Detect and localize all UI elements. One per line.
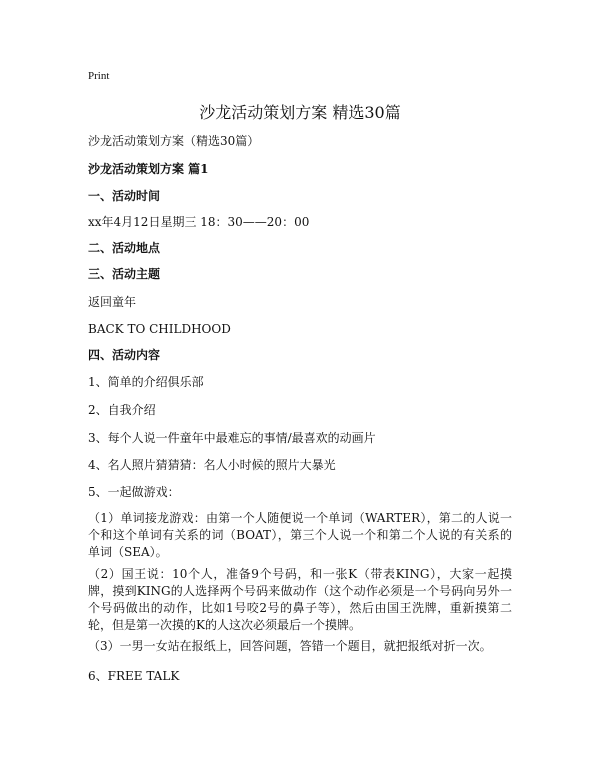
page-title: 沙龙活动策划方案 精选30篇 xyxy=(199,103,401,122)
list-item: 3、每个人说一件童年中最难忘的事情/最喜欢的动画片 xyxy=(88,431,376,445)
game-paragraph: （3）一男一女站在报纸上，回答问题，答错一个题目，就把报纸对折一次。 xyxy=(88,639,492,653)
section-title: 沙龙活动策划方案 篇1 xyxy=(88,162,209,176)
heading-place: 二、活动地点 xyxy=(88,241,161,255)
heading-theme: 三、活动主题 xyxy=(88,267,161,281)
theme-english: BACK TO CHILDHOOD xyxy=(88,322,231,336)
list-item: 1、简单的介绍俱乐部 xyxy=(88,375,204,389)
list-item: 5、一起做游戏： xyxy=(88,485,180,499)
print-label[interactable]: Print xyxy=(88,70,110,82)
list-item: 6、FREE TALK xyxy=(88,669,180,683)
game-paragraph: （2）国王说：10个人，准备9个号码，和一张K（带表KING），大家一起摸牌，摸到KING的人选择两个号码来做动作（这个动作必须是一个号码向另外一个号码做出的动作，比如1号咬2号的鼻子等），然后由国王洗牌，重新摸第二轮，但是第一次摸的K的人这次必须最后一个摸牌。 xyxy=(88,567,512,632)
heading-time: 一、活动时间 xyxy=(88,189,161,203)
time-value: xx年4月12日星期三 18：30——20：00 xyxy=(88,215,310,229)
theme-chinese: 返回童年 xyxy=(88,295,137,309)
game-paragraph: （1）单词接龙游戏：由第一个人随便说一个单词（WARTER），第二的人说一个和这个单词有关系的词（BOAT），第三个人说一个和第二个人说的有关系的单词（SEA）。 xyxy=(88,511,512,559)
list-item: 4、名人照片猜猜猜：名人小时候的照片大暴光 xyxy=(88,458,336,472)
document-subtitle: 沙龙活动策划方案（精选30篇） xyxy=(88,134,260,148)
heading-content: 四、活动内容 xyxy=(88,348,161,362)
list-item: 2、自我介绍 xyxy=(88,403,156,417)
